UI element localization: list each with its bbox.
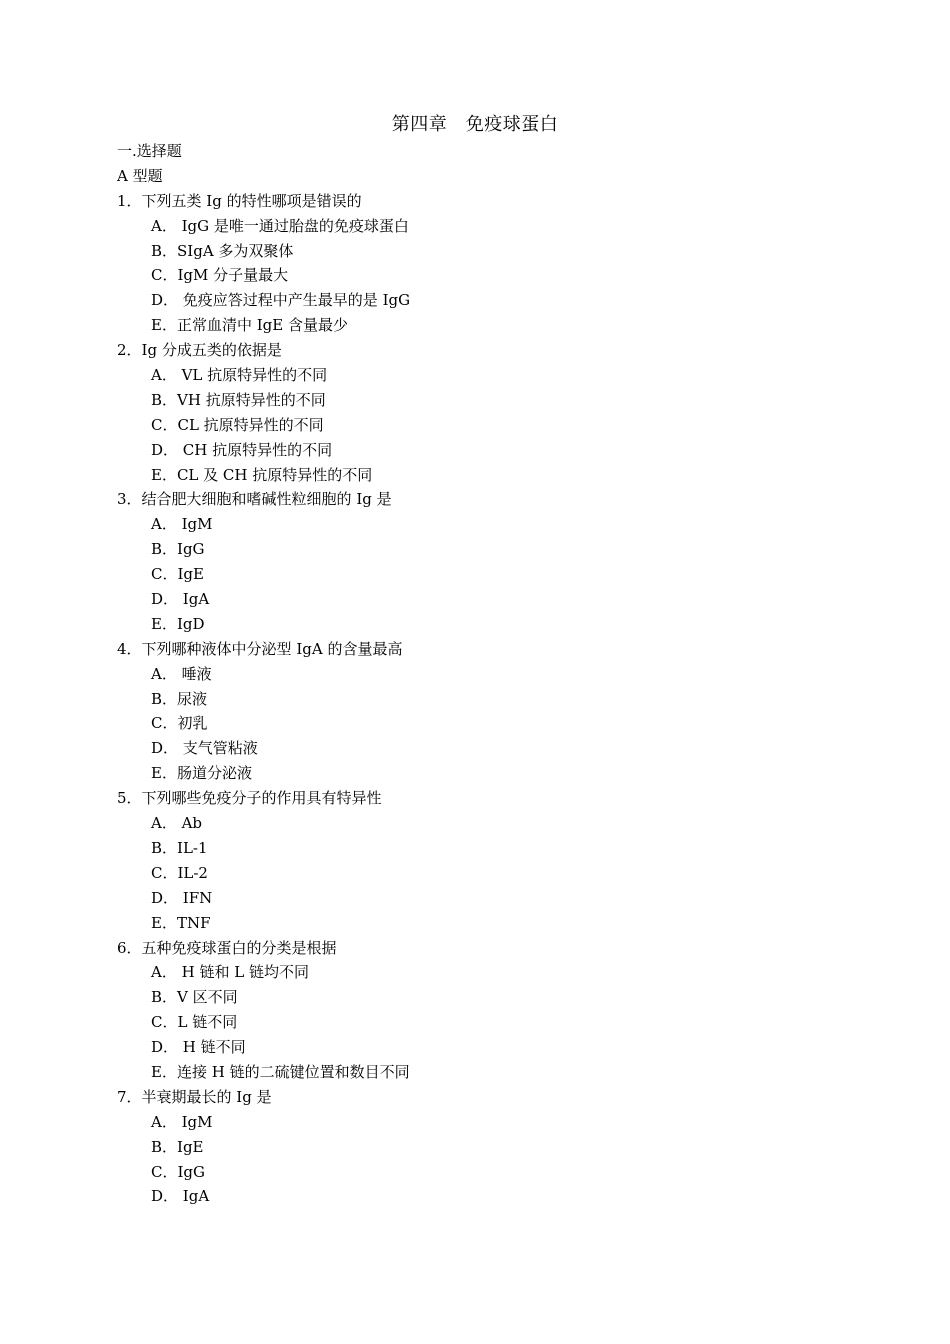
answer-option: E．IgD [151, 614, 205, 633]
question-block [117, 936, 877, 1085]
answer-option: C．IgE [151, 565, 204, 584]
answer-option: B．IgE [151, 1137, 204, 1156]
answer-option: D． IgA [151, 590, 210, 609]
answer-option: A． 唾液 [151, 664, 212, 683]
answer-option: D． 支气管粘液 [151, 739, 258, 758]
answer-option: E．CL 及 CH 抗原特异性的不同 [151, 465, 373, 484]
answer-option: A． H 链和 L 链均不同 [151, 963, 309, 982]
question-block [117, 786, 877, 935]
chapter-title: 第四章 免疫球蛋白 [391, 114, 559, 135]
answer-option: C．IgM 分子量最大 [151, 266, 289, 285]
answer-option: E．肠道分泌液 [151, 764, 252, 783]
answer-option: D． 免疫应答过程中产生最早的是 IgG [151, 291, 411, 310]
answer-option: B．VH 抗原特异性的不同 [151, 390, 326, 409]
answer-option: A． Ab [151, 814, 203, 833]
answer-option: E．TNF [151, 913, 211, 932]
answer-option: C．初乳 [151, 714, 208, 733]
question-block [117, 1085, 877, 1209]
answer-option: A． IgM [151, 1112, 213, 1131]
answer-option: E．连接 H 链的二硫键位置和数目不同 [151, 1062, 410, 1081]
answer-option: B．IgG [151, 540, 205, 559]
question-block [117, 338, 877, 487]
answer-option: C．CL 抗原特异性的不同 [151, 415, 324, 434]
section-heading: 一.选择题 [117, 142, 182, 160]
question-block [117, 189, 877, 338]
answer-option: C．IgG [151, 1162, 205, 1181]
answer-option: B．IL-1 [151, 838, 208, 857]
question-stem: 2．Ig 分成五类的依据是 [117, 341, 282, 360]
answer-option: C．L 链不同 [151, 1013, 238, 1032]
document-body [117, 139, 877, 1209]
answer-option: D． IgA [151, 1187, 210, 1206]
question-stem: 6．五种免疫球蛋白的分类是根据 [117, 938, 337, 957]
answer-option: D． H 链不同 [151, 1038, 246, 1057]
answer-option: A． VL 抗原特异性的不同 [151, 366, 328, 385]
question-stem: 7．半衰期最长的 Ig 是 [117, 1087, 272, 1106]
question-block [117, 637, 877, 786]
answer-option: B．V 区不同 [151, 988, 238, 1007]
answer-option: B．尿液 [151, 689, 208, 708]
question-stem: 5．下列哪些免疫分子的作用具有特异性 [117, 789, 382, 808]
answer-option: C．IL-2 [151, 863, 208, 882]
question-stem: 1．下列五类 Ig 的特性哪项是错误的 [117, 191, 362, 210]
answer-option: A． IgM [151, 515, 213, 534]
question-stem: 4．下列哪种液体中分泌型 IgA 的含量最高 [117, 639, 403, 658]
answer-option: D． CH 抗原特异性的不同 [151, 440, 333, 459]
subsection-heading: A 型题 [117, 166, 163, 185]
answer-option: E．正常血清中 IgE 含量最少 [151, 316, 348, 335]
question-stem: 3．结合肥大细胞和嗜碱性粒细胞的 Ig 是 [117, 490, 392, 509]
answer-option: B．SIgA 多为双聚体 [151, 241, 294, 260]
answer-option: A． IgG 是唯一通过胎盘的免疫球蛋白 [151, 216, 409, 235]
question-block [117, 487, 877, 636]
answer-option: D． IFN [151, 888, 213, 907]
